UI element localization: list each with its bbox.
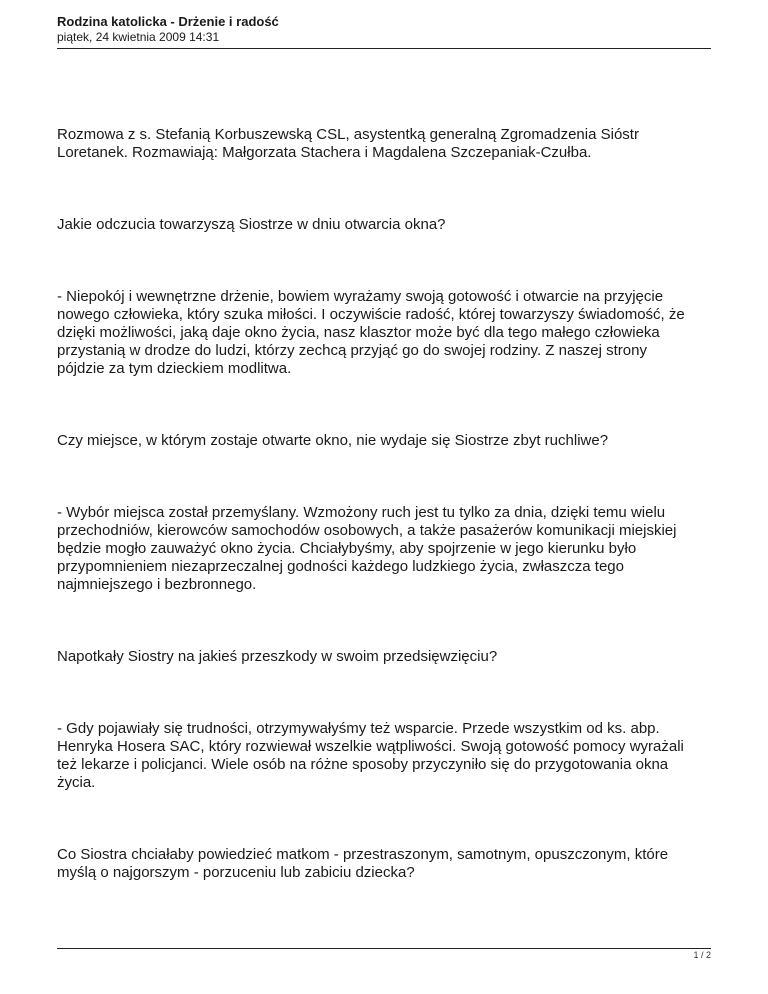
page-header	[57, 14, 711, 45]
article-body	[57, 126, 717, 882]
footer-divider	[57, 948, 711, 949]
header-divider	[57, 48, 711, 49]
answer-paragraph: - Niepokój i wewnętrzne drżenie, bowiem wyrażamy swoją gotowość i otwarcie na przyjęcie nowego człowieka, który szuka miłości. I oczywiście radość, której towarzyszy świadomość, że dzięki możliwości, jaką daje okno życia, nasz klasztor może być dla tego małego człowieka przystanią w drodze do ludzi, którzy zechcą przyjąć go do swojej rodziny. Z naszej strony pójdzie za tym dzieckiem modlitwa.	[57, 288, 685, 377]
page-number: 1 / 2	[693, 950, 711, 960]
question-paragraph: Napotkały Siostry na jakieś przeszkody w swoim przedsięwzięciu?	[57, 648, 498, 665]
intro-paragraph: Rozmowa z s. Stefanią Korbuszewską CSL, asystentką generalną Zgromadzenia Sióstr Loretanek. Rozmawiają: Małgorzata Stachera i Magdalena Szczepaniak-Czułba.	[57, 126, 639, 161]
question-paragraph: Jakie odczucia towarzyszą Siostrze w dniu otwarcia okna?	[57, 216, 446, 233]
answer-paragraph: - Gdy pojawiały się trudności, otrzymywałyśmy też wsparcie. Przede wszystkim od ks. abp. Henryka Hosera SAC, który rozwiewał wszelkie wątpliwości. Swoją gotowość pomocy wyrażali też lekarze i policjanci. Wiele osób na różne sposoby przyczyniło się do przygotowania okna życia.	[57, 720, 684, 791]
question-paragraph: Co Siostra chciałaby powiedzieć matkom - przestraszonym, samotnym, opuszczonym, które myślą o najgorszym - porzuceniu lub zabiciu dziecka?	[57, 846, 669, 881]
answer-paragraph: - Wybór miejsca został przemyślany. Wzmożony ruch jest tu tylko za dnia, dzięki temu wielu przechodniów, kierowców samochodów osobowych, a także pasażerów komunikacji miejskiej będzie mogło zauważyć okno życia. Chciałybyśmy, aby spojrzenie w jego kierunku było przypomnieniem niezaprzeczalnej godności każdego ludzkiego życia, zwłaszcza tego najmniejszego i bezbronnego.	[57, 504, 677, 593]
publish-date: piątek, 24 kwietnia 2009 14:31	[57, 30, 220, 44]
question-paragraph: Czy miejsce, w którym zostaje otwarte okno, nie wydaje się Siostrze zbyt ruchliwe?	[57, 432, 609, 449]
document-title: Rodzina katolicka - Drżenie i radość	[57, 14, 279, 29]
